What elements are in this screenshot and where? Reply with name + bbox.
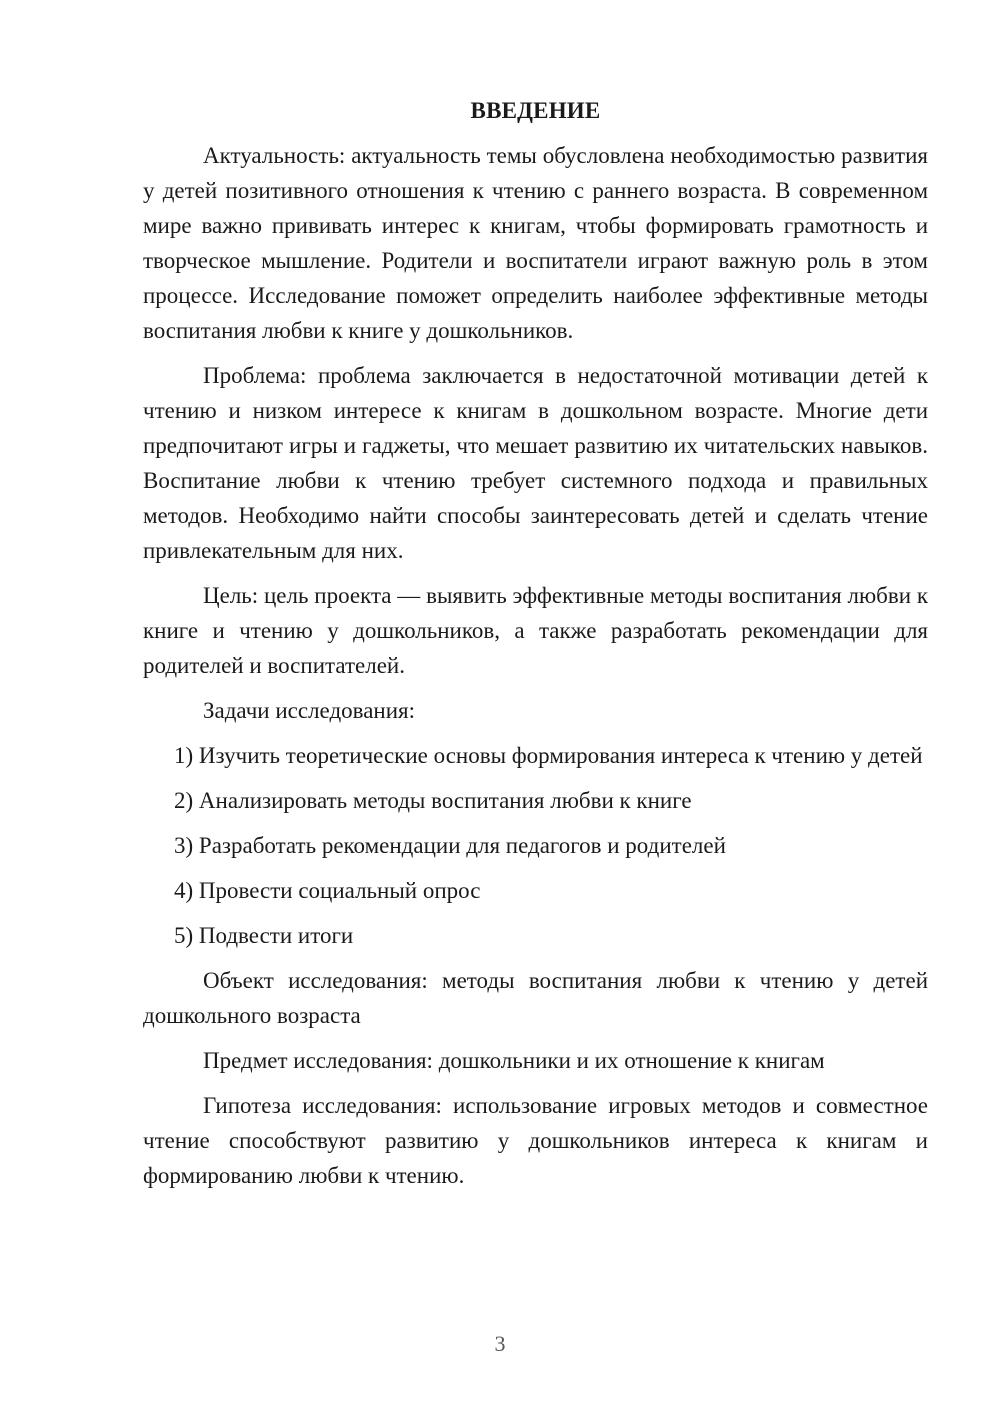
- object-paragraph: Объект исследования: методы воспитания любви к чтению у детей дошкольного возраста: [143, 968, 928, 1028]
- relevance-paragraph: Актуальность: актуальность темы обусловлена необходимостью развития у детей позитивного отношения к чтению с раннего возраста. В современном мире важно прививать интерес к книгам, чтобы формировать грамотность и творческое мышление. Родители и воспитатели играют важную роль в этом процессе. Исследование поможет определить наиболее эффективные методы воспитания любви к книге у дошкольников.: [143, 143, 928, 343]
- section-title: ВВЕДЕНИЕ: [470, 98, 601, 123]
- hypothesis-paragraph: Гипотеза исследования: использование игровых методов и совместное чтение способствуют развитию у дошкольников интереса к книгам и формированию любви к чтению.: [143, 1093, 928, 1188]
- subject-paragraph: Предмет исследования: дошкольники и их отношение к книгам: [203, 1048, 825, 1073]
- task-item: 4) Провести социальный опрос: [174, 878, 481, 903]
- goal-paragraph: Цель: цель проекта — выявить эффективные методы воспитания любви к книге и чтению у дошкольников, а также разработать рекомендации для родителей и воспитателей.: [143, 583, 928, 678]
- task-item: 1) Изучить теоретические основы формирования интереса к чтению у детей: [174, 743, 923, 768]
- task-item: 5) Подвести итоги: [174, 923, 354, 948]
- task-item: 2) Анализировать методы воспитания любви к книге: [174, 788, 692, 813]
- tasks-heading: Задачи исследования:: [203, 698, 416, 723]
- task-item: 3) Разработать рекомендации для педагогов и родителей: [174, 833, 726, 858]
- problem-paragraph: Проблема: проблема заключается в недостаточной мотивации детей к чтению и низком интересе к книгам в дошкольном возрасте. Многие дети предпочитают игры и гаджеты, что мешает развитию их читательских навыков. Воспитание любви к чтению требует системного подхода и правильных методов. Необходимо найти способы заинтересовать детей и сделать чтение привлекательным для них.: [143, 363, 928, 563]
- page-number: 3: [494, 1331, 506, 1356]
- document-page: [143, 93, 928, 1203]
